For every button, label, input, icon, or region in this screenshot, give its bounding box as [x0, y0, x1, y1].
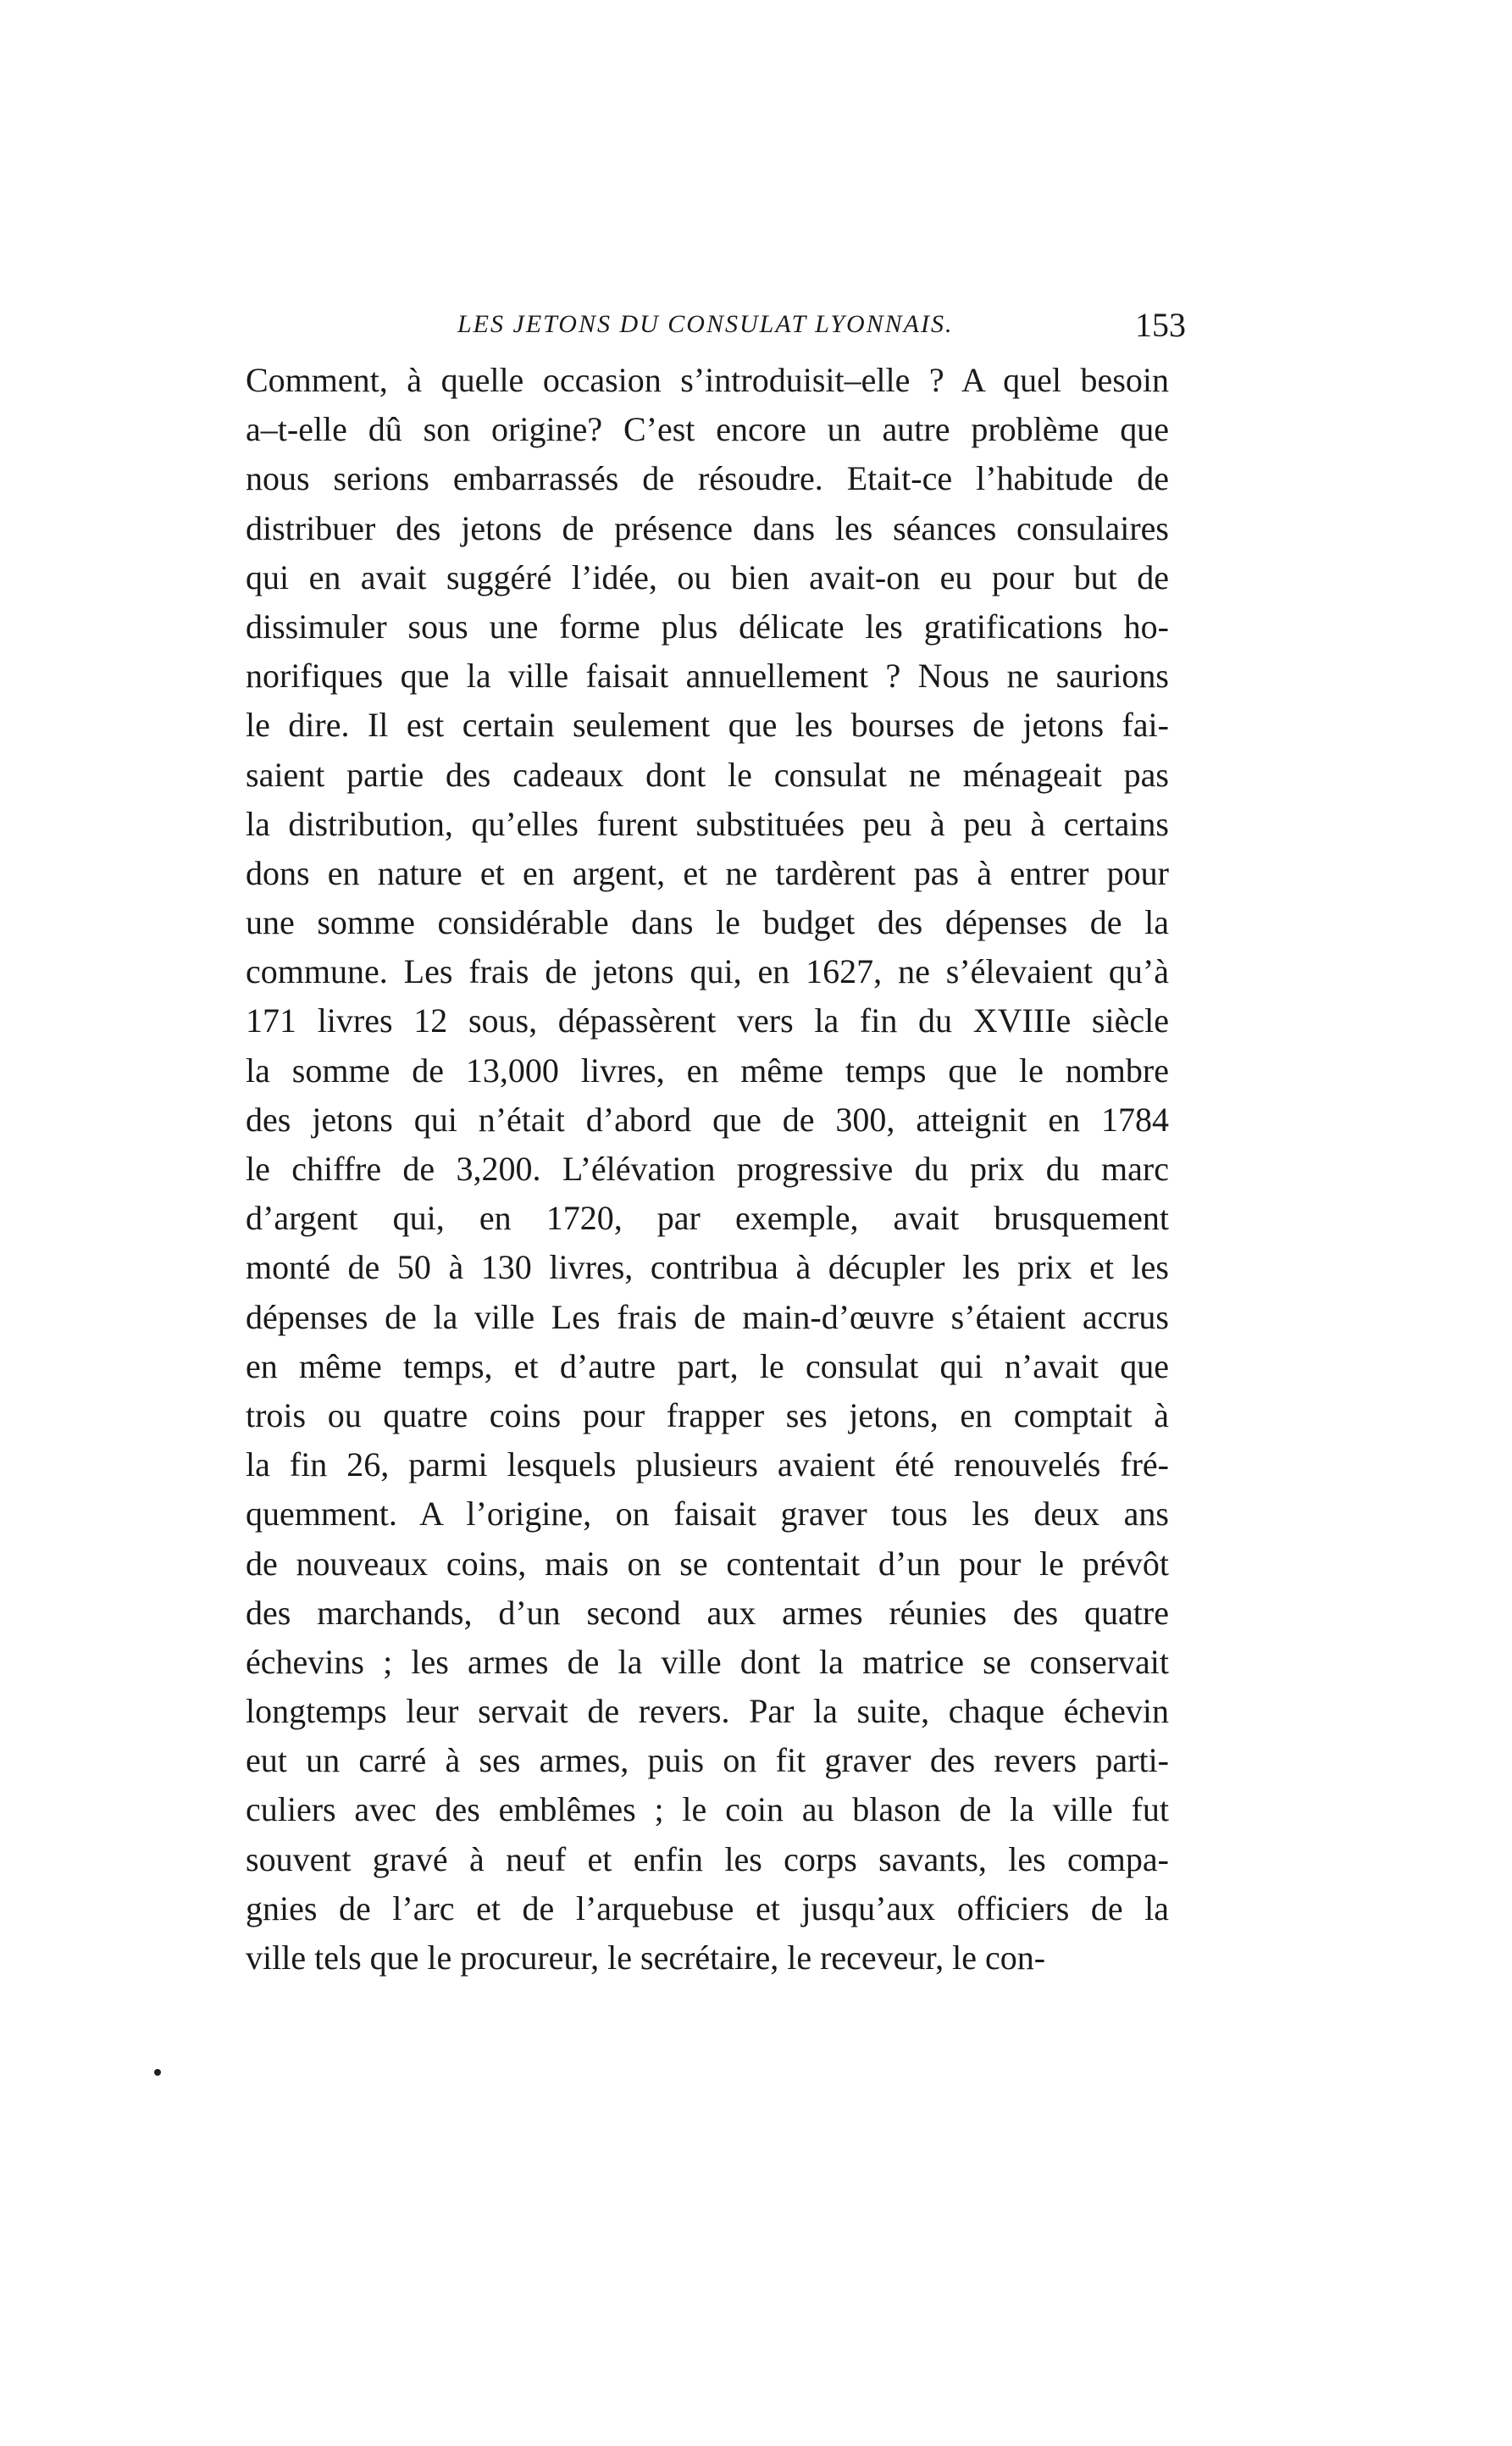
- text-line: de nouveaux coins, mais on se contentait d’un pour le prévôt: [246, 1544, 1169, 1583]
- text-line: 171 livres 12 sous, dépassèrent vers la fin du XVIIIe siècle: [246, 1001, 1169, 1040]
- text-line: distribuer des jetons de présence dans les séances consulaires: [246, 508, 1169, 547]
- page-number: 153: [1135, 306, 1186, 344]
- text-line: une somme considérable dans le budget des dépenses de la: [246, 903, 1169, 942]
- text-line: longtemps leur servait de revers. Par la suite, chaque échevin: [246, 1692, 1169, 1731]
- text-line: monté de 50 à 130 livres, contribua à décupler les prix et les: [246, 1248, 1169, 1287]
- text-line: qui en avait suggéré l’idée, ou bien avait-on eu pour but de: [246, 557, 1169, 596]
- text-line: quemment. A l’origine, on faisait graver tous les deux ans: [246, 1495, 1169, 1534]
- text-line: des jetons qui n’était d’abord que de 300, atteignit en 1784: [246, 1100, 1169, 1139]
- text-line: en même temps, et d’autre part, le consulat qui n’avait que: [246, 1346, 1169, 1385]
- text-line: eut un carré à ses armes, puis on fit graver des revers parti-: [246, 1741, 1169, 1780]
- text-line: dépenses de la ville Les frais de main-d’œuvre s’étaient accrus: [246, 1297, 1169, 1336]
- text-line: la distribution, qu’elles furent substituées peu à peu à certains: [246, 804, 1169, 843]
- text-line: dons en nature et en argent, et ne tardèrent pas à entrer pour: [246, 853, 1169, 892]
- text-line: des marchands, d’un second aux armes réunies des quatre: [246, 1593, 1169, 1632]
- text-line: dissimuler sous une forme plus délicate les gratifications ho-: [246, 607, 1169, 646]
- text-line: a–t-elle dû son origine? C’est encore un autre problème que: [246, 410, 1169, 449]
- text-line: norifiques que la ville faisait annuellement ? Nous ne saurions: [246, 657, 1169, 696]
- text-line: la fin 26, parmi lesquels plusieurs avaient été renouvelés fré-: [246, 1445, 1169, 1484]
- text-line: saient partie des cadeaux dont le consulat ne ménageait pas: [246, 755, 1169, 794]
- text-line: souvent gravé à neuf et enfin les corps savants, les compa-: [246, 1839, 1169, 1878]
- text-line: le dire. Il est certain seulement que les bourses de jetons fai-: [246, 706, 1169, 745]
- running-head: [246, 305, 1194, 356]
- text-line: le chiffre de 3,200. L’élévation progressive du prix du marc: [246, 1150, 1169, 1188]
- body-text: [246, 356, 1169, 1983]
- text-line: trois ou quatre coins pour frapper ses jetons, en comptait à: [246, 1395, 1169, 1434]
- text-line: gnies de l’arc et de l’arquebuse et jusqu’aux officiers de la: [246, 1889, 1169, 1927]
- text-line: échevins ; les armes de la ville dont la matrice se conservait: [246, 1642, 1169, 1681]
- running-title: LES JETONS DU CONSULAT LYONNAIS.: [457, 310, 954, 338]
- text-line: d’argent qui, en 1720, par exemple, avait brusquement: [246, 1199, 1169, 1238]
- text-line: la somme de 13,000 livres, en même temps que le nombre: [246, 1051, 1169, 1090]
- text-line: culiers avec des emblêmes ; le coin au blason de la ville fut: [246, 1790, 1169, 1829]
- text-line: nous serions embarrassés de résoudre. Etait-ce l’habitude de: [246, 459, 1169, 498]
- text-line: ville tels que le procureur, le secrétaire, le receveur, le con-: [246, 1938, 1046, 1977]
- ink-speck: [154, 2069, 161, 2076]
- text-line: Comment, à quelle occasion s’introduisit–elle ? A quel besoin: [246, 361, 1169, 399]
- text-line: commune. Les frais de jetons qui, en 1627, ne s’élevaient qu’à: [246, 952, 1169, 991]
